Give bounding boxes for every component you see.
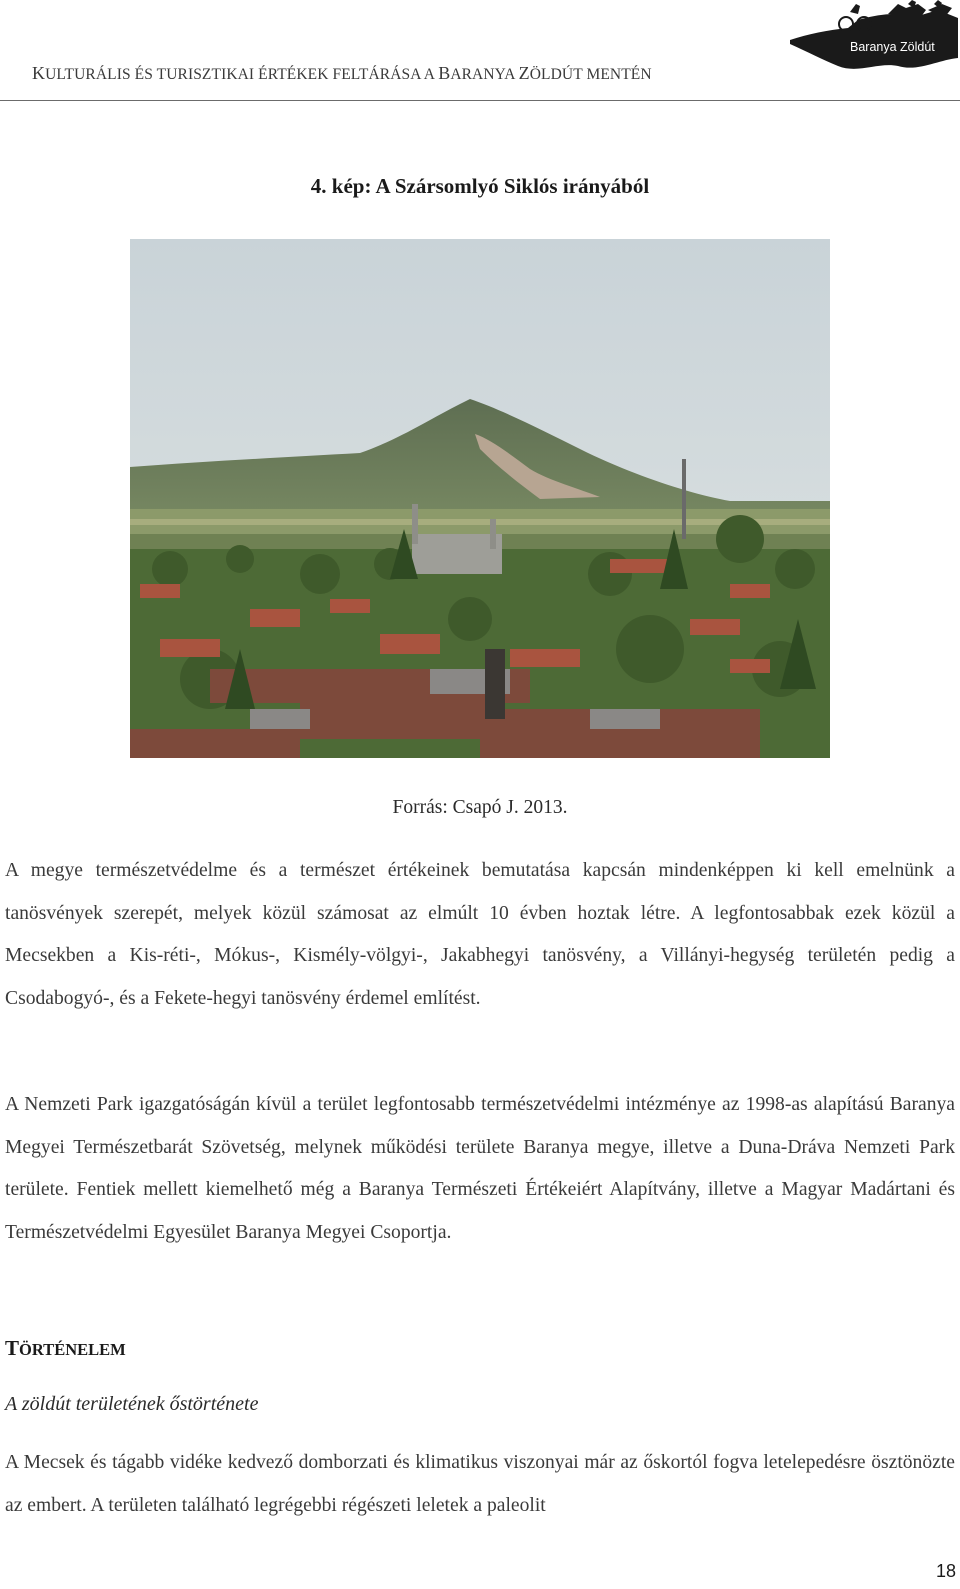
subheading: A zöldút területének őstörténete (5, 1393, 259, 1415)
header-title-part: Z (518, 63, 530, 83)
logo-text: Baranya Zöldút (850, 40, 935, 54)
section-heading (5, 1336, 126, 1361)
figure-source: Forrás: Csapó J. 2013. (392, 797, 568, 818)
paragraph-conservation-organizations: A Nemzeti Park igazgatóságán kívül a terület legfontosabb természetvédelmi intézménye az 1998-as alapítású Baranya Megyei Természetbarát Szövetség, melynek működési területe Baranya megye, illetve a Duna-Dráva Nemzeti Park területe. Fentiek mellett kiemelhető még a Baranya Természeti Értékeiért Alapítvány, illetve a Magyar Madártani és Természetvédelmi Egyesület Baranya Megyei Csoportja. (5, 1094, 955, 1243)
paragraph-educational-trails: A megye természetvédelme és a természet értékeinek bemutatása kapcsán mindenképpen ki kell emelnünk a tanösvények szerepét, melyek közül számosat az elmúlt 10 évben hoztak létre. A legfontosabbak ezek közül a Mecsekben a Kis-réti-, Mókus-, Kismély-völgyi-, Jakabhegyi tanösvény, a Villányi-hegység területén pedig a Csodabogyó-, és a Fekete-hegyi tanösvény érdemel említést. (5, 860, 955, 1009)
page-number: 18 (935, 1561, 956, 1581)
paragraph-prehistory: A Mecsek és tágabb vidéke kedvező domborzati és klimatikus viszonyai már az őskortól fogva letelepedésre ösztönözte az embert. A területen található legrégebbi régészeti leletek a paleolit (5, 1452, 955, 1516)
section-heading-rest: ÖRTÉNELEM (19, 1340, 126, 1359)
header-title-part: ULTURÁLIS ÉS TURISZTIKAI ÉRTÉKEK FELTÁRÁSA A (45, 66, 439, 83)
szarsomlyo-photo (130, 239, 830, 758)
header-title-part: ARANYA (450, 66, 519, 83)
running-header (0, 0, 960, 101)
figure-title: 4. kép: A Szársomlyó Siklós irányából (310, 174, 650, 198)
header-title (32, 63, 652, 84)
header-title-part: B (438, 63, 451, 83)
section-heading-initial: T (5, 1336, 20, 1360)
header-title-part: ÖLDÚT MENTÉN (529, 66, 652, 83)
header-title-part: K (32, 63, 46, 83)
